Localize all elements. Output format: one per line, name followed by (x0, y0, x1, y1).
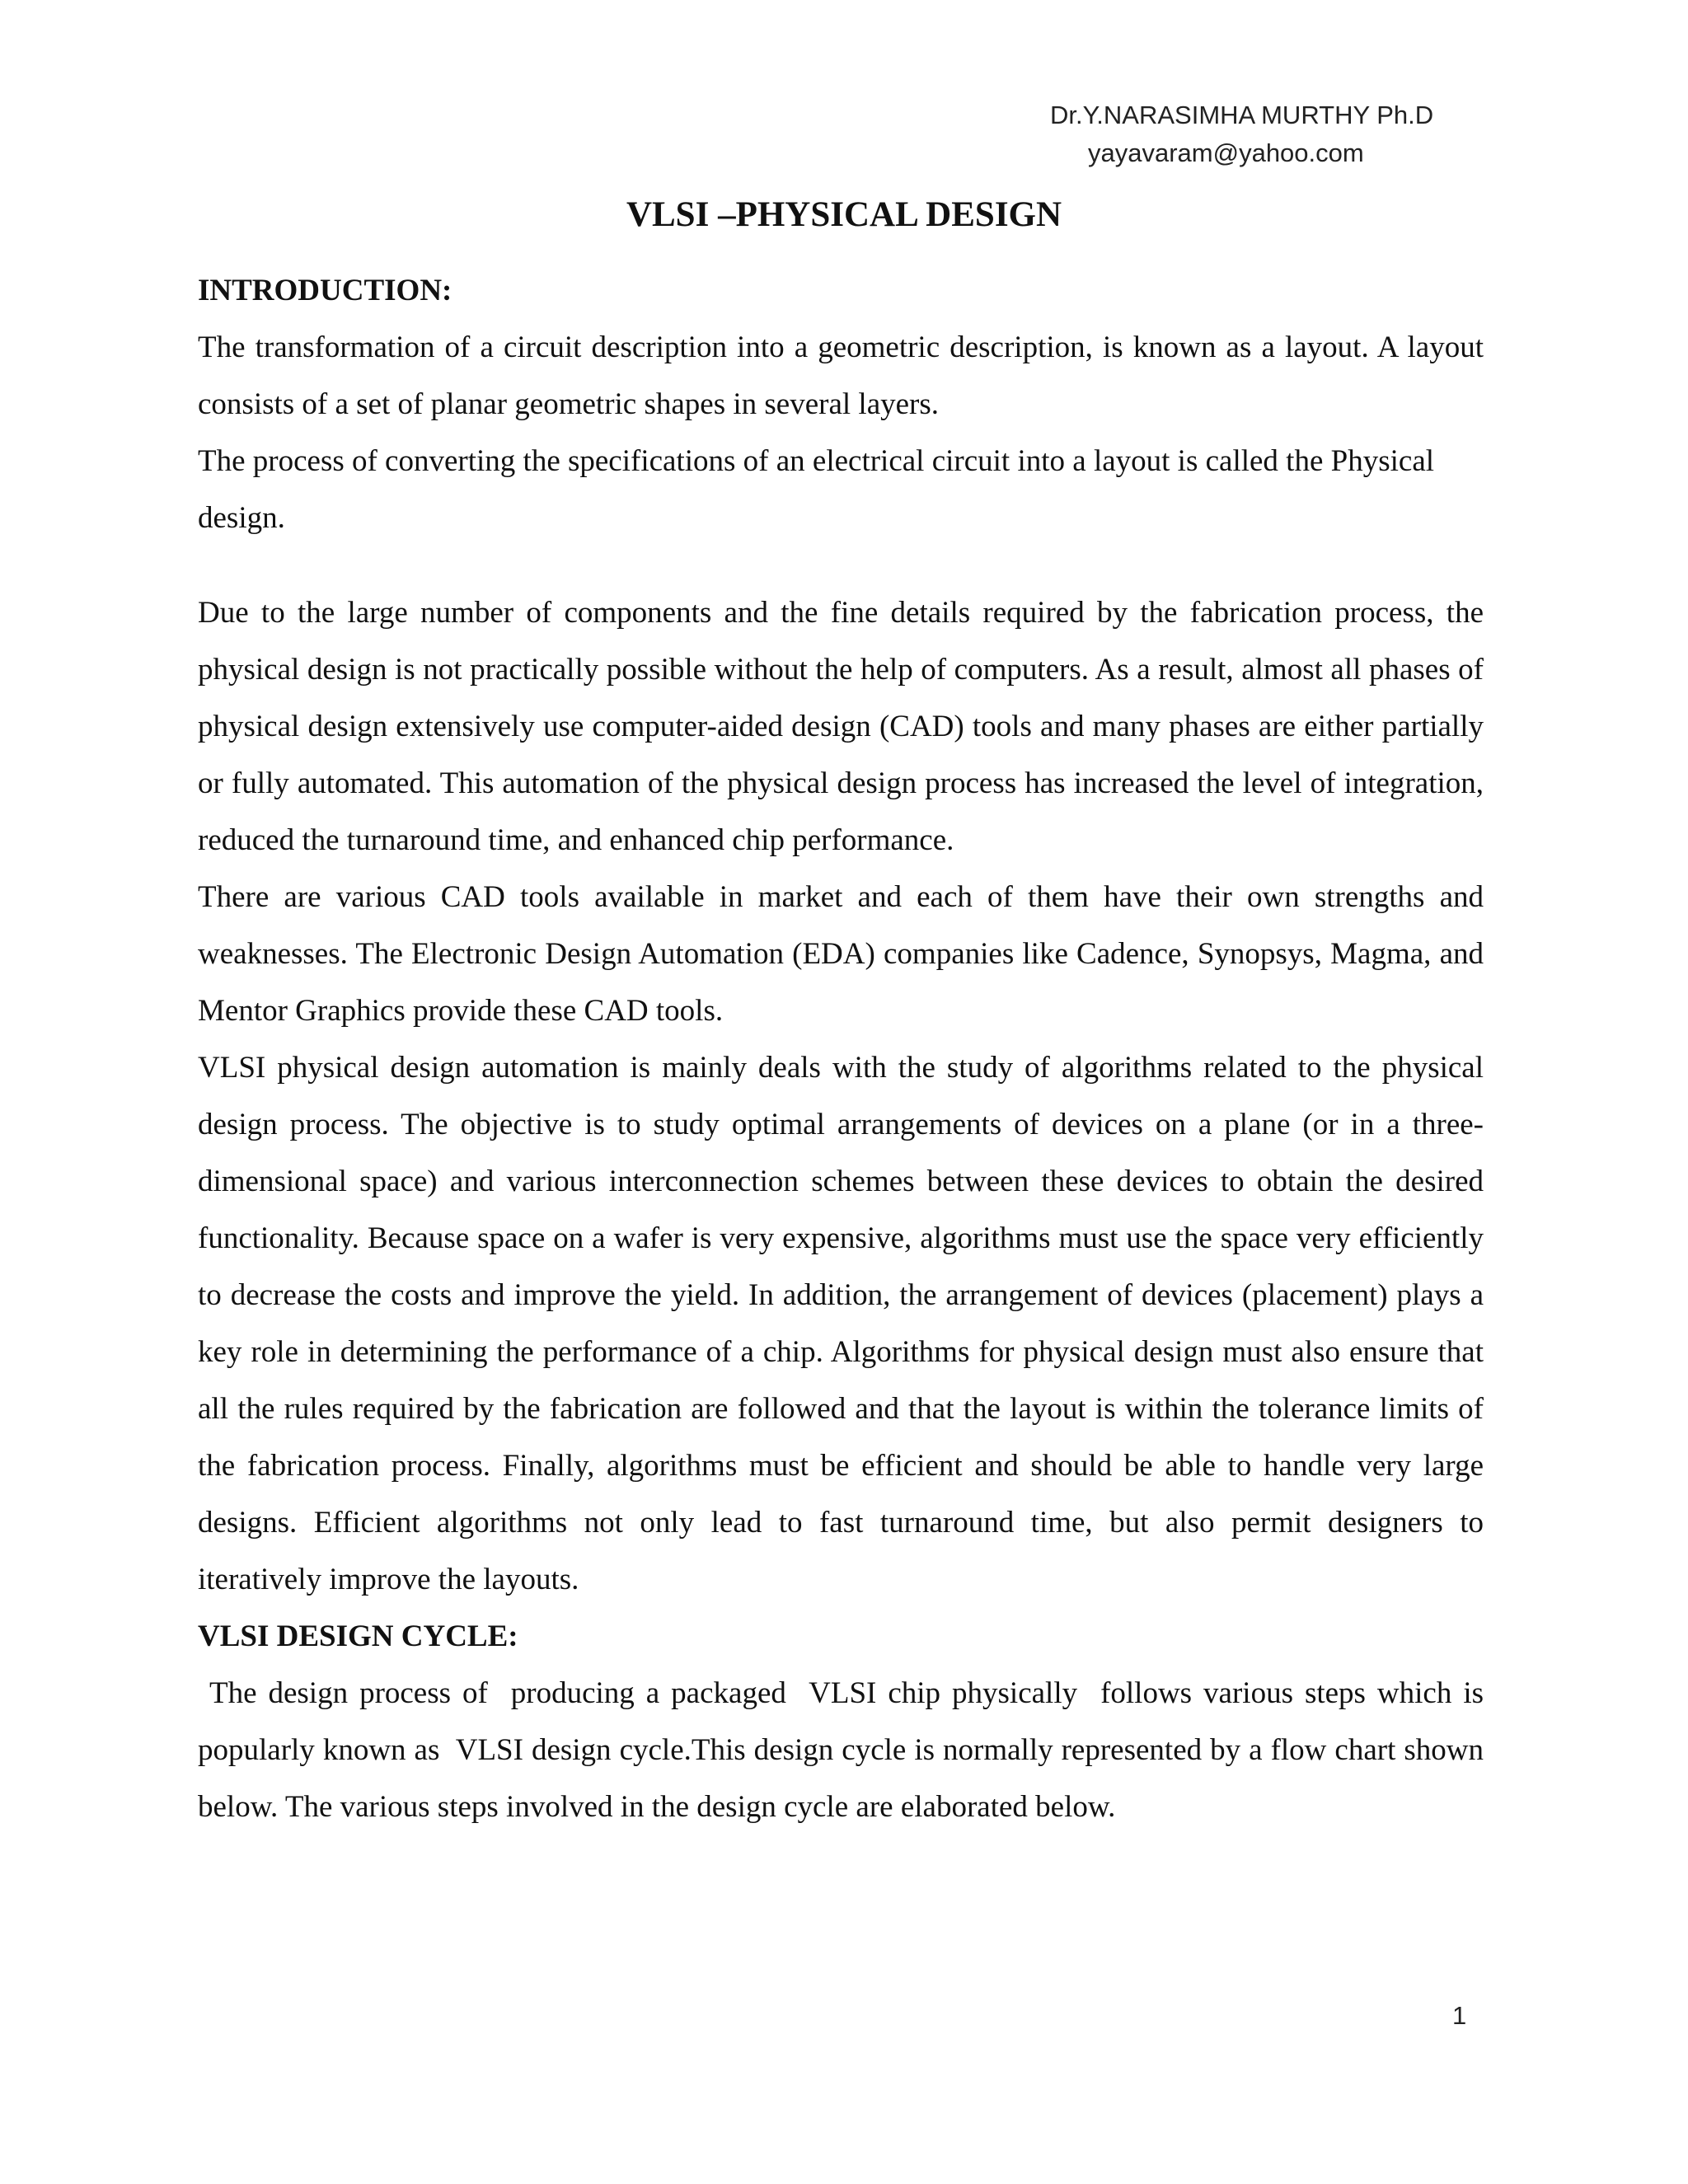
introduction-paragraph-2: The process of converting the specifications of an electrical circuit into a layout is called the Physical design. (198, 444, 1435, 535)
author-email: yayavaram@yahoo.com (1088, 138, 1364, 167)
introduction-heading: INTRODUCTION: (198, 274, 452, 307)
author-name: Dr.Y.NARASIMHA MURTHY Ph.D (1050, 101, 1434, 129)
design-cycle-heading: VLSI DESIGN CYCLE: (198, 1619, 518, 1653)
design-cycle-paragraph-1: The design process of producing a packaged VLSI chip physically follows various steps which is popularly known as VLSI design cycle.This design cycle is normally represented by a flow chart shown below. The various steps involved in the design cycle are elaborated below. (198, 1676, 1492, 1824)
paragraph-spacer (198, 546, 1484, 584)
introduction-paragraph-4: There are various CAD tools available in market and each of them have their own strengths and weaknesses. The Electronic Design Automation (EDA) companies like Cadence, Synopsys, Magma, and Mentor Graphics provide these CAD tools. (198, 880, 1484, 1028)
introduction-paragraph-5: VLSI physical design automation is mainly deals with the study of algorithms related to the physical design process. The objective is to study optimal arrangements of devices on a plane (or in a three-dimensional space) and various interconnection schemes between these devices to obtain the desired functionality. Because space on a wafer is very expensive, algorithms must use the space very efficiently to decrease the costs and improve the yield. In addition, the arrangement of devices (placement) plays a key role in determining the performance of a chip. Algorithms for physical design must also ensure that all the rules required by the fabrication are followed and that the layout is within the tolerance limits of the fabrication process. Finally, algorithms must be efficient and should be able to handle very large designs. Efficient algorithms not only lead to fast turnaround time, but also permit designers to iteratively improve the layouts. (198, 1051, 1484, 1596)
page-number: 1 (1452, 2001, 1467, 2030)
document-body (198, 262, 1492, 1835)
introduction-paragraph-1: The transformation of a circuit description into a geometric description, is known as a layout. A layout consists of a set of planar geometric shapes in several layers. (198, 330, 1484, 421)
introduction-paragraph-3: Due to the large number of components and the fine details required by the fabrication process, the physical design is not practically possible without the help of computers. As a result, almost all phases of physical design extensively use computer-aided design (CAD) tools and many phases are either partially or fully automated. This automation of the physical design process has increased the level of integration, reduced the turnaround time, and enhanced chip performance. (198, 596, 1484, 857)
document-title: VLSI –PHYSICAL DESIGN (626, 195, 1062, 234)
